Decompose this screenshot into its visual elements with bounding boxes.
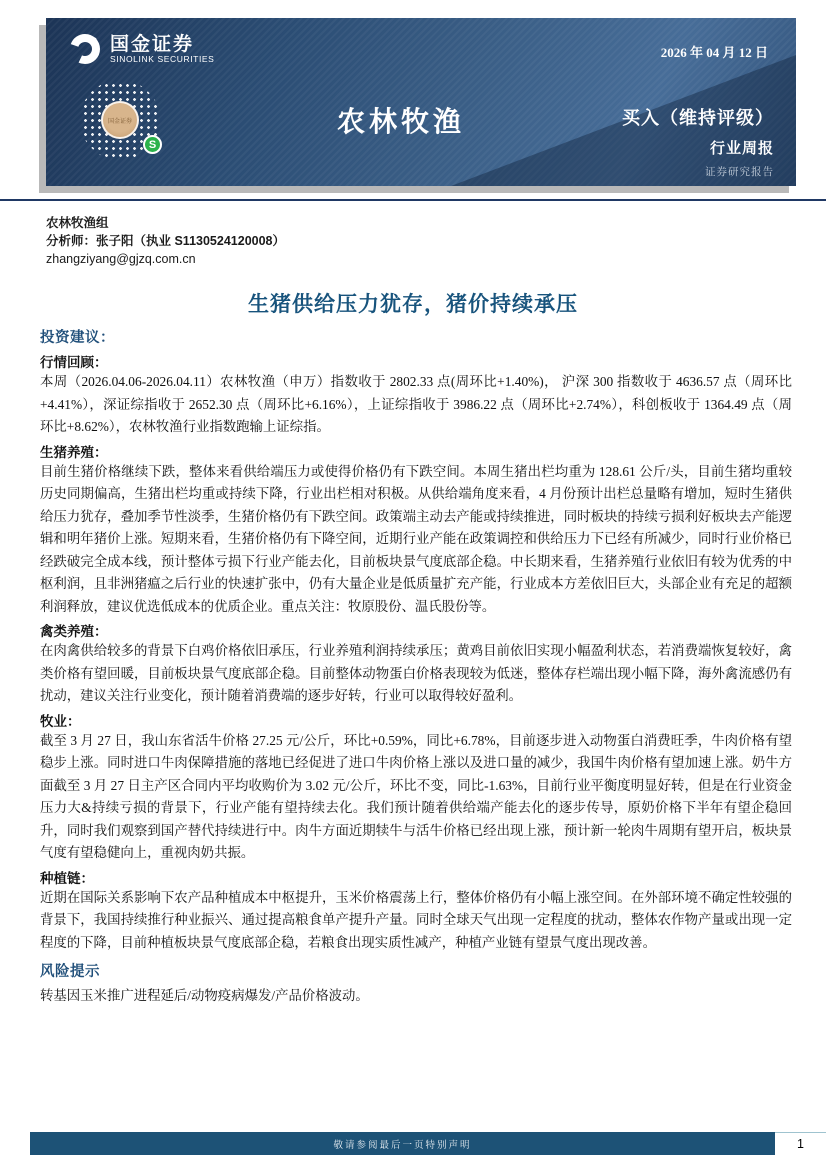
qr-center-label: 国金证券 [107, 118, 132, 125]
report-main-title: 生猪供给压力犹存，猪价持续承压 [248, 293, 578, 316]
brand-name-cn: 国金证券 [110, 33, 195, 55]
rating-label: 买入（维持评级） [622, 108, 774, 128]
section-heading-risk: 风险提示 [40, 964, 100, 981]
header-banner [46, 18, 796, 186]
section-heading-investment-advice: 投资建议： [40, 330, 115, 346]
wechat-channels-icon: S [143, 135, 162, 154]
analyst-team: 农林牧渔组 [46, 216, 109, 230]
report-date: 2026 年 04 月 12 日 [660, 45, 768, 60]
brand-name-en: SINOLINK SECURITIES [110, 53, 215, 64]
report-type-label: 行业周报 [709, 140, 774, 157]
subsection-paragraph: 目前生猪价格继续下跌，整体来看供给端压力或使得价格仍有下跌空间。本周生猪出栏均重为 128.61 公斤/头，目前生猪均重较历史同期偏高，生猪出栏均重或持续下降，行业出栏相对积极。从供给端角度来看，4 月份预计出栏总量略有增加，短时生猪供给压力犹存，叠加季节性淡季，生猪价格仍有下跌空间。政策端主动去产能或持续推进，同时板块的持续亏损利好板块去产能逻辑和明年猪价上涨。短期来看，生猪价格仍有下降空间，近期行业产能在政策调控和供给压力下已经有所减少，同时行业价格已经跌破完全成本线，预计整体亏损下行业产能去化，目前板块景气度底部企稳。中长期来看，生猪养殖行业依旧有较为优秀的中枢利润，且非洲猪瘟之后行业的快速扩张中，仍有大量企业是低质量扩充产能，行业成本方差依旧巨大，头部企业有充足的超额利润释放，建议优选低成本的优质企业。重点关注：牧原股份、温氏股份等。 [40, 463, 792, 614]
brand-text [110, 35, 214, 64]
brand-block [68, 32, 214, 66]
subsection-market-review [40, 351, 792, 439]
subsection-heading: 牧业： [40, 713, 81, 729]
subsection-planting-chain [40, 867, 792, 955]
analyst-block [46, 214, 285, 268]
subsection-heading: 种植链： [40, 870, 94, 886]
page-number: 1 [775, 1132, 826, 1155]
subsection-paragraph: 本周（2026.04.06-2026.04.11）农林牧渔（申万）指数收于 2802.33 点(周环比+1.40%)， 沪深 300 指数收于 4636.57 点（周环比+4.41%），深证综指收于 2652.30 点（周环比+6.16%），上证综指收于 3986.22 点（周环比+2.74%），科创板收于 1364.49 点（周环比+8.62%），农林牧渔行业指数跑输上证综指。 [40, 374, 792, 435]
subsection-heading: 生猪养殖： [40, 444, 108, 460]
subsection-paragraph: 在肉禽供给较多的背景下白鸡价格依旧承压，行业养殖利润持续承压；黄鸡目前依旧实现小幅盈利状态，若消费端恢复较好，禽类价格有望回暖，目前板块景气度底部企稳。目前整体动物蛋白价格表现较为低迷，整体存栏端出现小幅下降，海外禽流感仍有扰动，建议关注行业变化，预计随着消费端的逐步好转，行业可以取得较好盈利。 [40, 643, 792, 704]
subsection-paragraph: 截至 3 月 27 日，我山东省活牛价格 27.25 元/公斤，环比+0.59%，同比+6.78%，目前逐步进入动物蛋白消费旺季，牛肉价格有望稳步上涨。同时进口牛肉保障措施的落地已经促进了进口牛肉价格上涨以及进口量的减少，我国牛肉价格有望加速上涨。奶牛方面截至 3 月 27 日主产区合同内平均收购价为 3.02 元/公斤，环比不变，同比-1.63%，目前行业平衡度明显好转，但是在行业资金压力大&持续亏损的背景下，行业产能有望持续去化。我们预计随着供给端产能去化的逐步传导，原奶价格下半年有望企稳回升，同时我们观察到国产替代持续进行中。肉牛方面近期犊牛与活牛价格已经出现上涨，预计新一轮肉牛周期有望开启，板块景气度有望稳健向上，重视肉奶共振。 [40, 732, 792, 861]
subsection-poultry-farming [40, 620, 792, 708]
subsection-animal-husbandry [40, 710, 792, 865]
subsection-paragraph: 近期在国际关系影响下农产品种植成本中枢提升，玉米价格震荡上行，整体价格仍有小幅上涨空间。在外部环境不确定性较强的背景下，我国持续推行种业振兴、通过提高粮食单产提升产量。同时全球天气出现一定程度的扰动，整体农作物产量或出现一定程度的下降，目前种植板块景气度底部企稳，若粮食出现实质性减产，种植产业链有望景气度出现改善。 [40, 889, 792, 950]
risk-paragraph: 转基因玉米推广进程延后/动物疫病爆发/产品价格波动。 [40, 988, 369, 1004]
subsection-pig-farming [40, 441, 792, 619]
report-body [40, 326, 792, 1009]
industry-title: 农林牧渔 [336, 106, 465, 137]
footer-disclaimer-bar: 敬请参阅最后一页特别声明 [30, 1132, 775, 1155]
header-divider [0, 199, 826, 201]
analyst-name-line: 分析师：张子阳（执业 S1130524120008） [46, 234, 285, 249]
sinolink-logo-icon [68, 32, 102, 66]
report-category-label: 证券研究报告 [705, 166, 774, 178]
subsection-heading: 行情回顾： [40, 355, 108, 370]
subsection-heading: 禽类养殖： [40, 624, 108, 640]
analyst-email: zhangziyang@gjzq.com.cn [46, 252, 196, 267]
